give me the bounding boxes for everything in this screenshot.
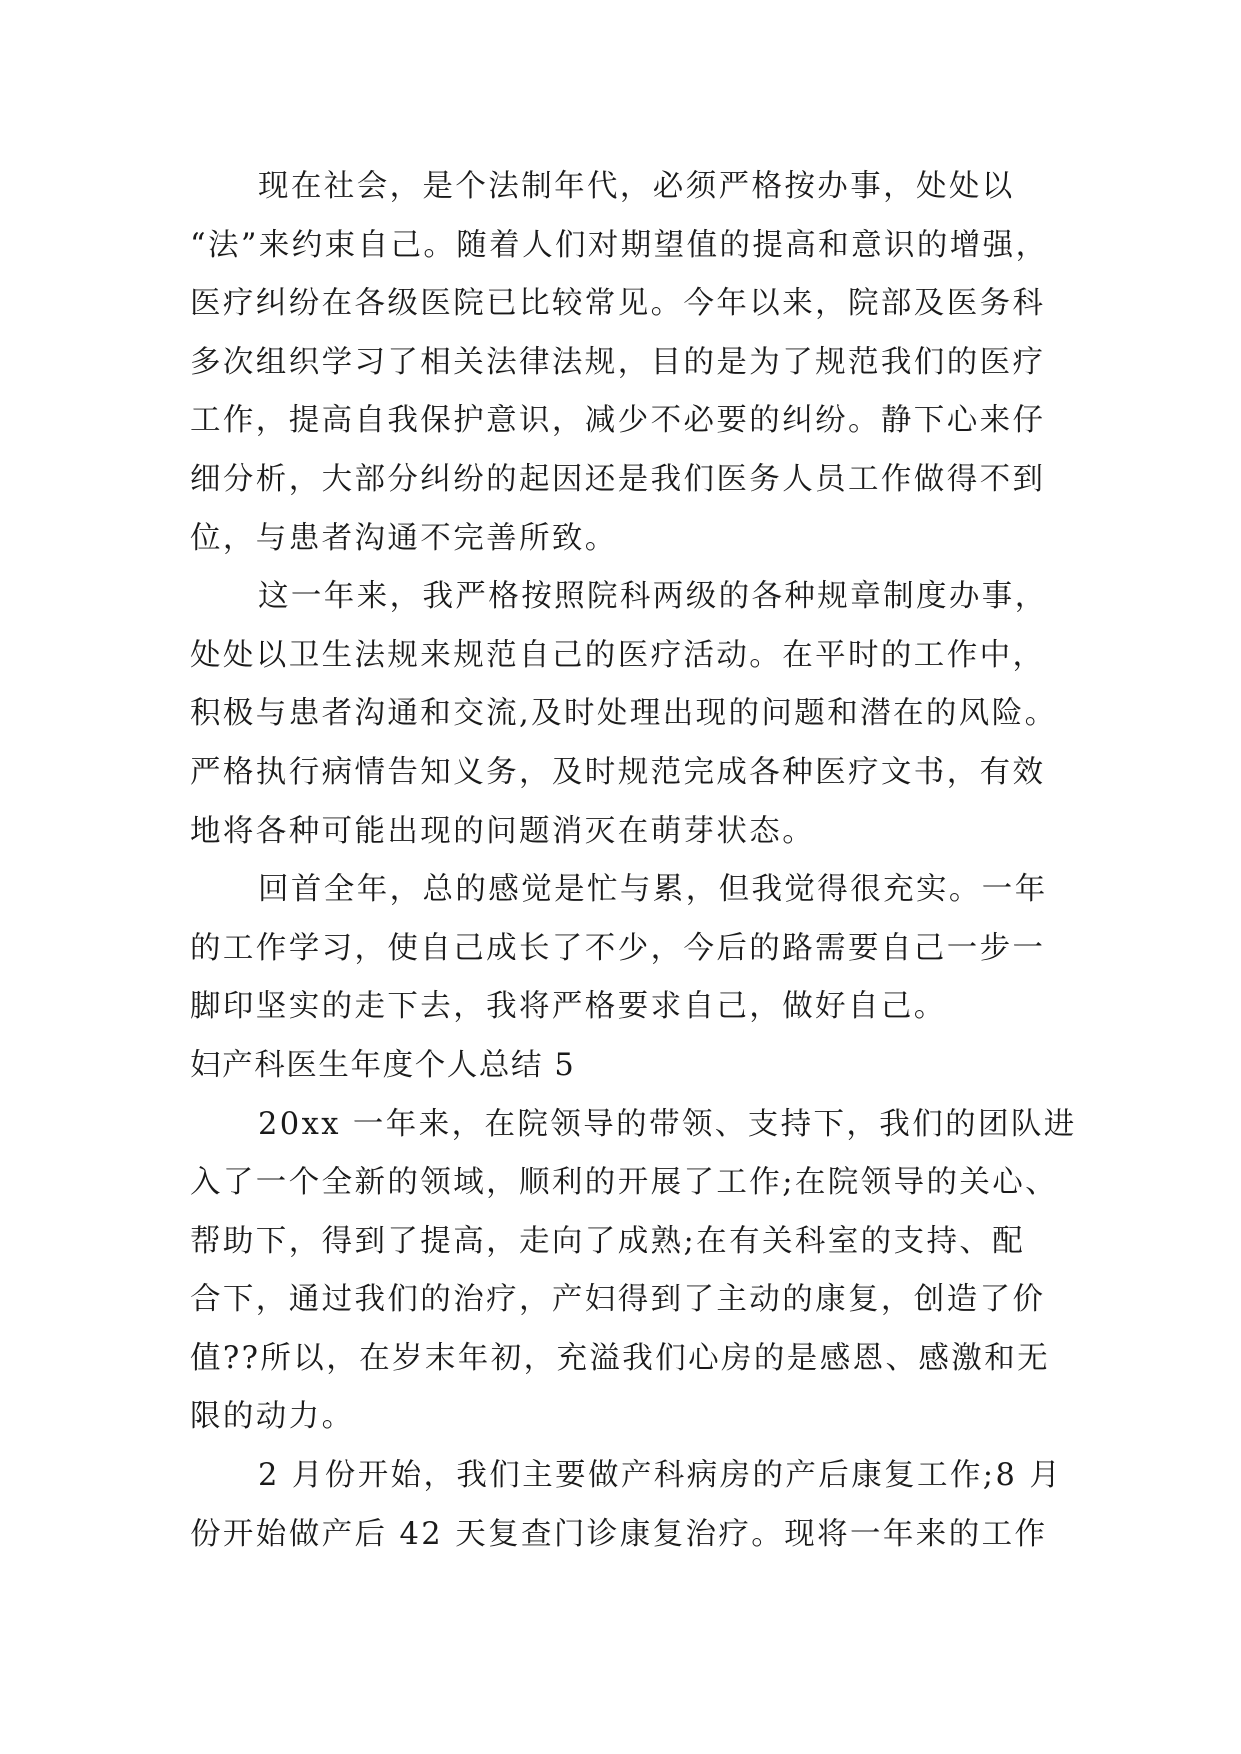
paragraph-line: 脚印坚实的走下去，我将严格要求自己，做好自己。 — [190, 989, 947, 1025]
paragraph-line: 合下，通过我们的治疗，产妇得到了主动的康复，创造了价 — [190, 1282, 1046, 1318]
paragraph-line: 位，与患者沟通不完善所致。 — [190, 520, 618, 556]
paragraph-line: 地将各种可能出现的问题消灭在萌芽状态。 — [190, 813, 816, 849]
section-heading: 妇产科医生年度个人总结 5 — [190, 1047, 576, 1083]
paragraph-line: 值??所以，在岁末年初，充溢我们心房的是感恩、感激和无 — [190, 1340, 1051, 1376]
paragraph-line: 细分析，大部分纠纷的起因还是我们医务人员工作做得不到 — [190, 461, 1046, 497]
paragraph-line: 这一年来，我严格按照院科两级的各种规章制度办事， — [258, 579, 1048, 615]
paragraph-line: 入了一个全新的领域，顺利的开展了工作;在院领导的关心、 — [190, 1165, 1059, 1201]
paragraph-line: 20xx 一年来，在院领导的带领、支持下，我们的团队进 — [258, 1106, 1077, 1142]
paragraph-line: 医疗纠纷在各级医院已比较常见。今年以来，院部及医务科 — [190, 286, 1046, 322]
paragraph-line: 份开始做产后 42 天复查门诊康复治疗。现将一年来的工作 — [190, 1516, 1048, 1552]
document-body — [190, 158, 1077, 1564]
paragraph-line: 工作，提高自我保护意识，减少不必要的纠纷。静下心来仔 — [190, 403, 1046, 439]
paragraph-line: 帮助下，得到了提高，走向了成熟;在有关科室的支持、配 — [190, 1223, 1026, 1259]
paragraph-line: 处处以卫生法规来规范自己的医疗活动。在平时的工作中， — [190, 637, 1046, 673]
paragraph-line: “法”来约束自己。随着人们对期望值的提高和意识的增强， — [190, 227, 1049, 263]
paragraph-line: 多次组织学习了相关法律法规，目的是为了规范我们的医疗 — [190, 344, 1046, 380]
paragraph-line: 2 月份开始，我们主要做产科病房的产后康复工作;8 月 — [258, 1458, 1063, 1494]
paragraph-line: 的工作学习，使自己成长了不少，今后的路需要自己一步一 — [190, 930, 1046, 966]
paragraph-line: 回首全年，总的感觉是忙与累，但我觉得很充实。一年 — [258, 872, 1048, 908]
paragraph-line: 严格执行病情告知义务，及时规范完成各种医疗文书，有效 — [190, 754, 1046, 790]
paragraph-line: 现在社会，是个法制年代，必须严格按办事，处处以 — [258, 169, 1015, 204]
paragraph-line: 积极与患者沟通和交流,及时处理出现的问题和潜在的风险。 — [190, 696, 1058, 732]
paragraph-line: 限的动力。 — [190, 1399, 355, 1435]
